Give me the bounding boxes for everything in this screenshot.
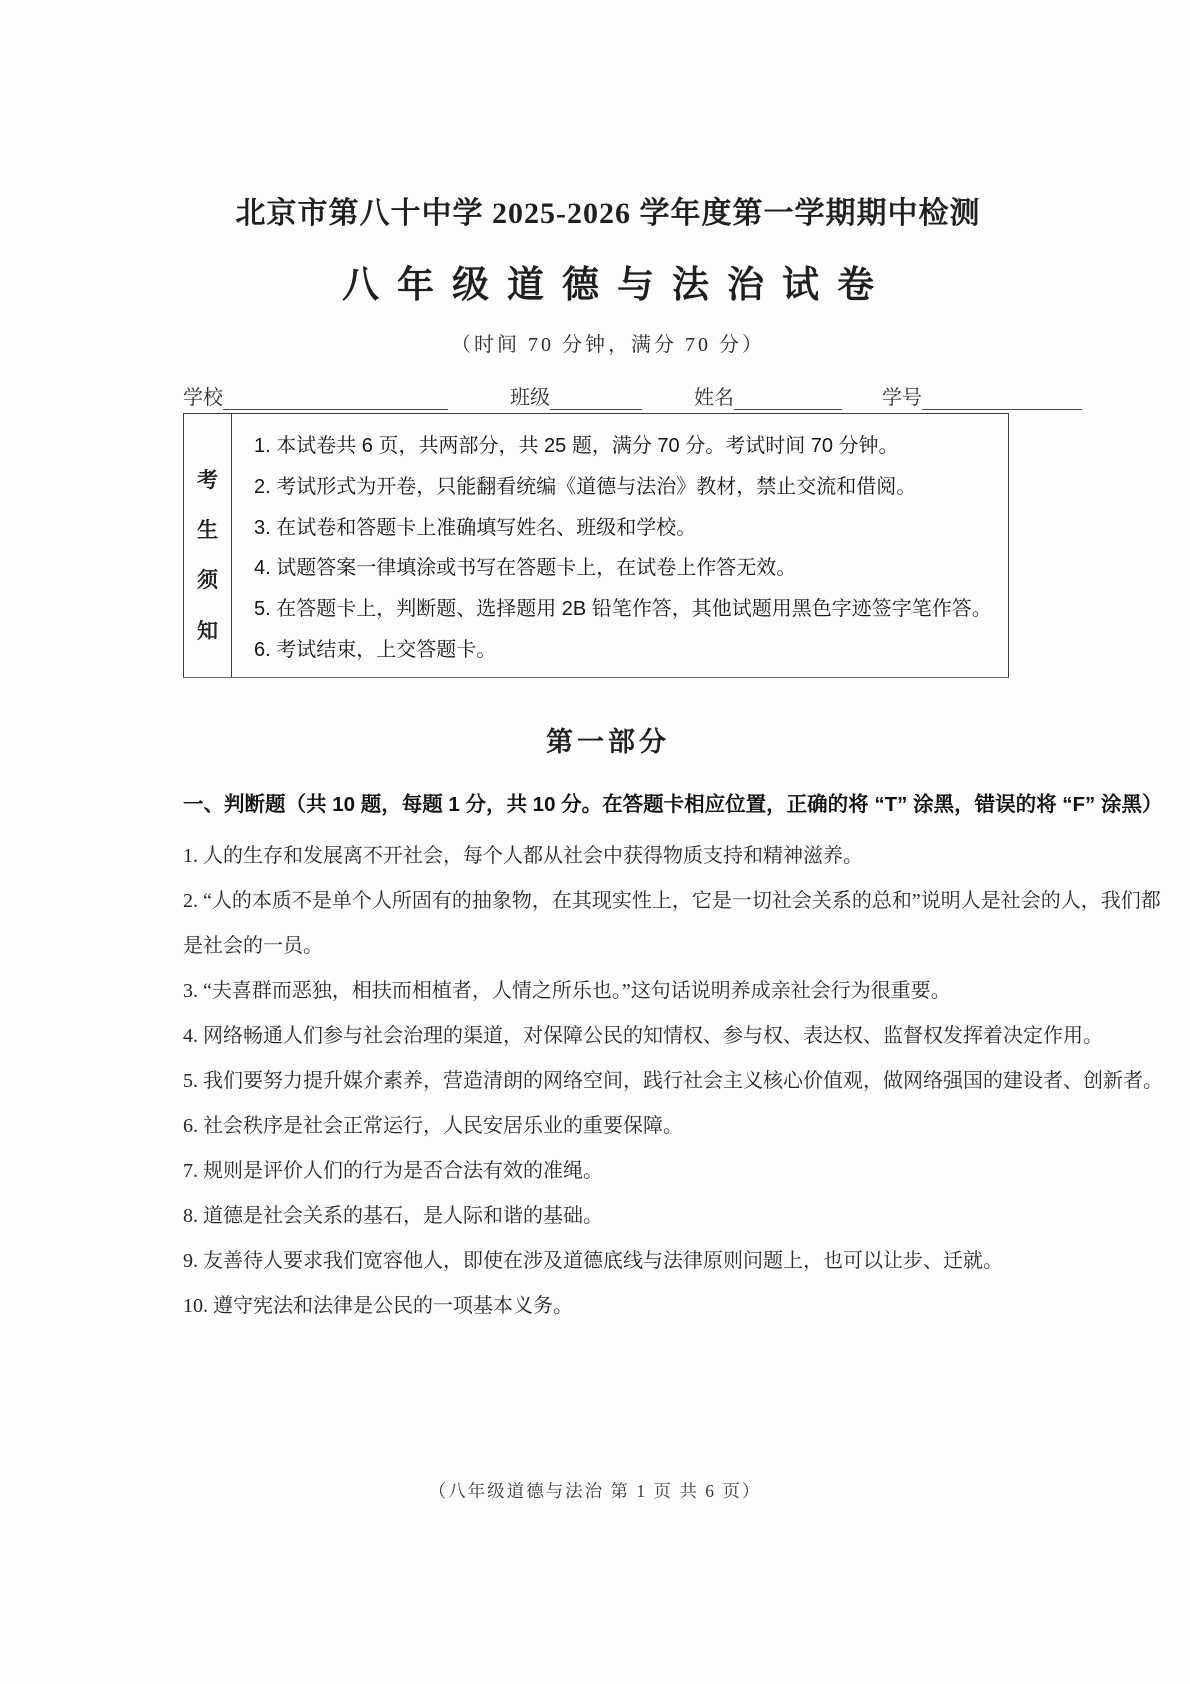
notice-item: 2. 考试形式为开卷，只能翻看统编《道德与法治》教材，禁止交流和借阅。 <box>254 475 917 498</box>
exam-title: 北京市第八十中学 2025-2026 学年度第一学期期中检测 <box>235 197 981 230</box>
notice-item: 4. 试题答案一律填涂或书写在答题卡上，在试卷上作答无效。 <box>254 557 797 580</box>
school-field <box>183 381 448 410</box>
question-item: 4. 网络畅通人们参与社会治理的渠道，对保障公民的知情权、参与权、表达权、监督权发挥着决定作用。 <box>183 1024 1103 1047</box>
notice-side-char: 须 <box>197 568 218 593</box>
notice-item: 6. 考试结束，上交答题卡。 <box>254 638 497 661</box>
page-number-footer: （八年级道德与法治 第 1 页 共 6 页） <box>428 1481 762 1501</box>
student-id-field <box>882 381 1082 410</box>
name-blank-line <box>734 385 842 410</box>
candidate-notice-box <box>183 413 1009 678</box>
true-false-question-list <box>183 834 1168 1329</box>
question-item: 3. “夫喜群而恶独，相扶而相植者，人情之所乐也。”这句话说明养成亲社会行为很重要。 <box>183 979 951 1002</box>
candidate-notice-side-label <box>184 414 232 677</box>
name-field <box>694 381 882 410</box>
exam-time-score-note: （时间 70 分钟，满分 70 分） <box>451 334 765 356</box>
student-info-row <box>183 381 1088 410</box>
part1-heading: 第一部分 <box>546 726 670 757</box>
student-id-blank-line <box>922 385 1082 410</box>
notice-side-char: 知 <box>197 618 218 643</box>
name-label: 姓名 <box>694 387 734 409</box>
question-item: 2. “人的本质不是单个人所固有的抽象物，在其现实性上，它是一切社会关系的总和”说明人是社会的人，我们都是社会的一员。 <box>183 889 1161 957</box>
question-item: 9. 友善待人要求我们宽容他人，即使在涉及道德底线与法律原则问题上，也可以让步、迁就。 <box>183 1249 1003 1272</box>
question-item: 8. 道德是社会关系的基石，是人际和谐的基础。 <box>183 1204 603 1227</box>
school-label: 学校 <box>183 387 223 409</box>
class-blank-line <box>550 385 642 410</box>
exam-subtitle: 八年级道德与法治试卷 <box>342 265 892 306</box>
part1-section-title: 一、判断题（共 10 题，每题 1 分，共 10 分。在答题卡相应位置，正确的将 “T” 涂黑，错误的将 “F” 涂黑） <box>183 792 1163 816</box>
candidate-notice-items <box>232 414 1008 677</box>
question-item: 7. 规则是评价人们的行为是否合法有效的准绳。 <box>183 1159 603 1182</box>
class-label: 班级 <box>510 387 550 409</box>
student-id-label: 学号 <box>882 387 922 409</box>
class-field <box>510 381 694 410</box>
notice-side-char: 考 <box>197 468 218 493</box>
question-item: 5. 我们要努力提升媒介素养，营造清朗的网络空间，践行社会主义核心价值观，做网络强国的建设者、创新者。 <box>183 1069 1163 1092</box>
notice-item: 1. 本试卷共 6 页，共两部分，共 25 题，满分 70 分。考试时间 70 分钟。 <box>254 435 899 457</box>
school-blank-line <box>223 385 448 410</box>
question-item: 6. 社会秩序是社会正常运行，人民安居乐业的重要保障。 <box>183 1114 683 1137</box>
notice-item: 3. 在试卷和答题卡上准确填写姓名、班级和学校。 <box>254 516 697 539</box>
question-item: 10. 遵守宪法和法律是公民的一项基本义务。 <box>183 1294 573 1317</box>
notice-item: 5. 在答题卡上，判断题、选择题用 2B 铅笔作答，其他试题用黑色字迹签字笔作答。 <box>254 598 992 621</box>
page-content <box>183 188 1163 1329</box>
question-item: 1. 人的生存和发展离不开社会，每个人都从社会中获得物质支持和精神滋养。 <box>183 844 863 867</box>
notice-side-char: 生 <box>197 518 218 543</box>
